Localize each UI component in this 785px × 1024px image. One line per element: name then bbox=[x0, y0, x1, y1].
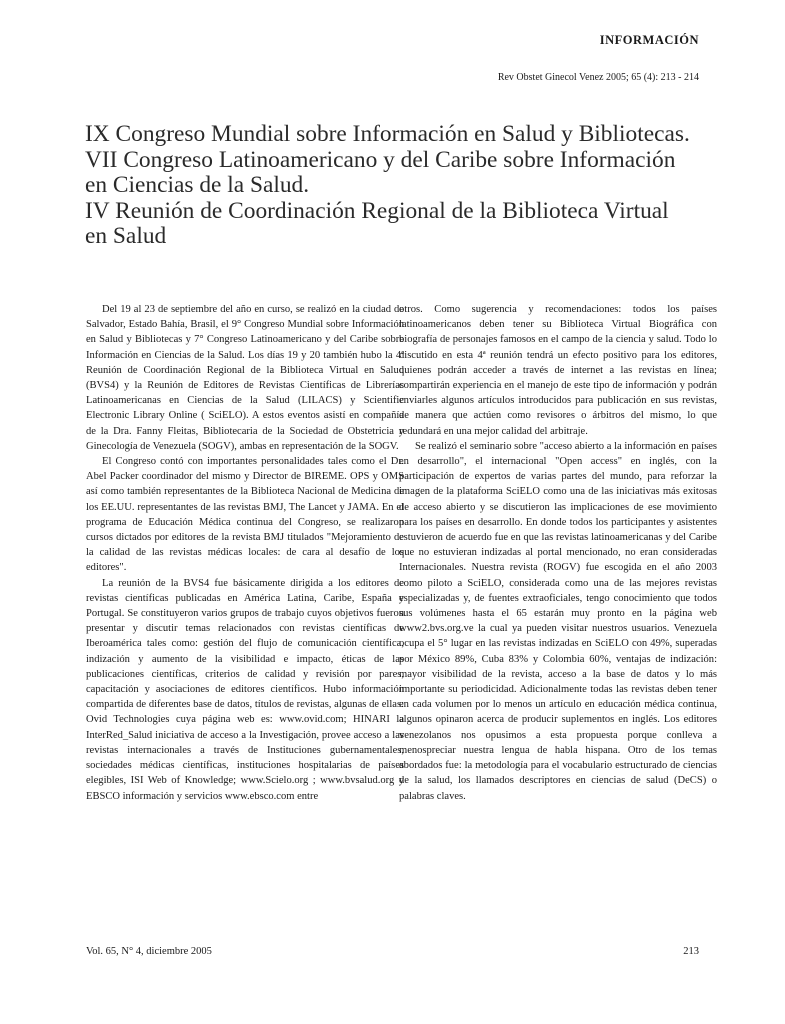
body-paragraph: Del 19 al 23 de septiembre del año en curso, se realizó en la ciudad de Salvador, Estado Bahía, Brasil, el 9° Congreso Mundial sobre Información en Salud y Bibliotecas y 7° Congreso Latinoamericano y del Caribe sobre Información en Ciencias de la Salud. Los días 19 y 20 también hubo la 4ª Reunión de Coordinación Regional de la Biblioteca Virtual en Salud (BVS4) y la Reunión de Editores de Revistas Científicas de Librerías Latinoamericanas en Ciencias de la Salud (LILACS) y Scientific Electronic Library Online ( SciELO). A estos eventos asistí en compañía de la Dra. Fanny Fleitas, Bibliotecaria de la Sociedad de Obstetricia y Ginecología de Venezuela (SOGV), ambas en representación de la SOGV. bbox=[86, 304, 404, 452]
title-line: VII Congreso Latinoamericano y del Caribe sobre Información bbox=[85, 146, 676, 173]
footer-issue: Vol. 65, N° 4, diciembre 2005 bbox=[86, 946, 212, 957]
title-line: IV Reunión de Coordinación Regional de la Biblioteca Virtual bbox=[85, 197, 669, 224]
body-paragraph: Se realizó el seminario sobre "acceso abierto a la información en países en desarrollo", el internacional "Open access" en inglés, con la participación de expertos de varias partes del mundo, para reforzar la imagen de la plataforma SciELO como una de las iniciativas más exitosas de acceso abierto y se discutieron las implicaciones de ese movimiento para los países en desarrollo. En donde todos los participantes y asistentes estuvieron de acuerdo fue en que las revistas latinoamericanas y del Caribe que no estuvieran indizadas al portal mencionado, no eran consideradas Internacionales. Nuestra revista (ROGV) fue escogida en el año 2003 como piloto a SciELO, considerada como una de las mejores revistas especializadas y, de fuentes extraoficiales, tengo conocimiento que todos sus volúmenes hasta el 65 estarán muy pronto en la página web www2.bvs.org.ve la cual ya pueden visitar nuestros usuarios. Venezuela ocupa el 5° lugar en las revistas indizadas en SciELO con 49%, superadas por México 89%, Cuba 83% y Colombia 60%, ventajas de indización: mayor visibilidad de la revista, acceso a la base de datos y lo más importante su periodicidad. Adicionalmente todas las revistas deben tener en cada volumen por lo menos un artículo en educación médica continua, algunos opinaron acerca de producir suplementos en inglés. Los editores venezolanos nos opusimos a esta propuesta porque conlleva a menospreciar nuestra lengua de habla hispana. Otro de los temas abordados fue: la metodología para el vocabulario estructurado de ciencias de la salud, los llamados descriptores en ciencias de salud (DeCS) o palabras claves. bbox=[399, 440, 717, 802]
article-title bbox=[85, 122, 725, 250]
left-column bbox=[86, 302, 404, 804]
title-line: en Ciencias de la Salud. bbox=[85, 172, 310, 199]
title-line: IX Congreso Mundial sobre Información en Salud y Bibliotecas. bbox=[85, 121, 690, 147]
body-paragraph: La reunión de la BVS4 fue básicamente dirigida a los editores de revistas científicas publicadas en América Latina, Caribe, España y Portugal. Se constituyeron varios grupos de trabajo cuyos objetivos fueron presentar y discutir temas relacionados con revistas científicas de Iberoamérica tales como: gestión del flujo de comunicación científica, indización y aumento de la visibilidad e impacto, éticas de las publicaciones científicas, criterios de calidad y revisión por pares, capacitación y asociaciones de editores científicos. Hubo información compartida de diferentes base de datos, títulos de revistas, algunas de ellas: Ovid Technologies cuya página web es: www.ovid.com; HINARI la InterRed_Salud iniciativa de acceso a la Investigación, provee acceso a las revistas internacionales a través de Instituciones gubernamentales, sociedades médicas científicas, instituciones hospitalarias de países elegibles, ISI Web of Knowledge; www.Scielo.org ; www.bvsalud.org y EBSCO información y servicios www.ebsco.com entre bbox=[86, 577, 404, 802]
page-number: 213 bbox=[683, 946, 699, 957]
title-line: en Salud bbox=[85, 223, 167, 250]
body-paragraph: El Congreso contó con importantes personalidades tales como el Dr. Abel Packer coordinador del mismo y Director de BIREME. OPS y OMS así como también representantes de la Biblioteca Nacional de Medicina de los EE.UU. representantes de las revistas BMJ, The Lancet y JAMA. En el programa de Educación Médica continua del Congreso, se realizaron cursos dictados por editores de la revista BMJ titulados "Mejoramiento de la calidad de las revistas médicas locales: de cara al desafío de los editores". bbox=[86, 456, 404, 574]
section-label: INFORMACIÓN bbox=[599, 33, 699, 47]
right-column bbox=[399, 302, 717, 804]
body-paragraph: otros. Como sugerencia y recomendaciones: todos los países latinoamericanos deben tener su Biblioteca Virtual Biográfica con biografía de personajes famosos en el campo de la ciencia y salud. Todo lo discutido en esta 4ª reunión tendrá un efecto positivo para los editores, quienes podrán acceder a través de internet a las revistas en línea; compartirán experiencia en el manejo de este tipo de información y podrán enviarles algunos artículos introducidos para publicación en sus revistas, de manera que actúen como revisores o árbitros del mismo, lo que redundará en una mejor calidad del arbitraje. bbox=[399, 304, 717, 437]
journal-citation: Rev Obstet Ginecol Venez 2005; 65 (4): 213 - 214 bbox=[497, 72, 699, 83]
